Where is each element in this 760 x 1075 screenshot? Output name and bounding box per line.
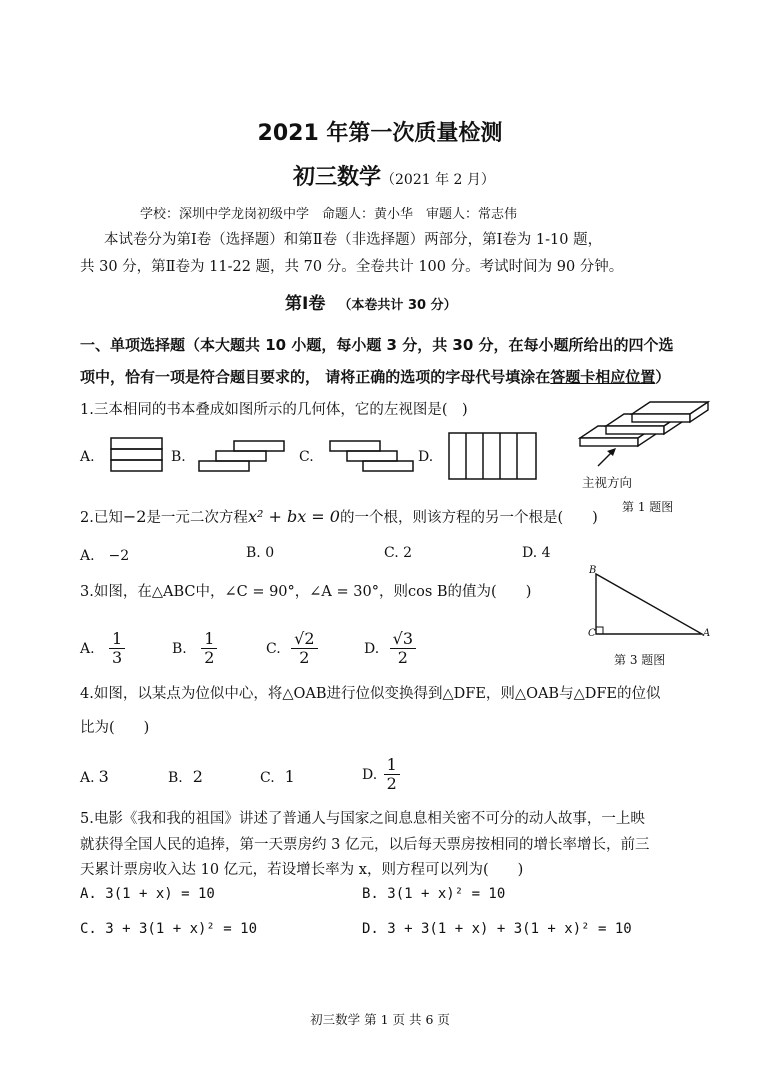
q3-option-d: [364, 630, 416, 668]
q3-option-a-label: A.: [80, 640, 95, 657]
q3-option-c-label: C.: [266, 640, 281, 657]
exam-date: （2021 年 2 月）: [381, 172, 495, 188]
q2-stem-mid: 是一元二次方程: [146, 510, 248, 526]
q5-option-a: A. 3(1 + x) = 10: [80, 886, 215, 902]
section-heading-pre: 项中，恰有一项是符合题目要求的， 请将正确的选项的字母代号填涂在: [80, 368, 551, 386]
subject-title: [293, 160, 495, 191]
q2-root-value: −2: [122, 507, 147, 526]
q1-option-c-figure: [329, 440, 415, 476]
question-2-stem: [80, 506, 598, 527]
q4-option-c-label: C.: [260, 770, 275, 786]
q3-vertex-c: C: [588, 628, 596, 639]
page-footer: 初三数学 第 1 页 共 6 页: [310, 1012, 450, 1027]
q3-option-d-fraction: [390, 630, 416, 668]
question-5-stem-line-2: 就获得全国人民的追捧，第一天票房约 3 亿元，以后每天票房按相同的增长率增长，前三: [80, 837, 650, 853]
q3-option-b: [172, 630, 217, 668]
q2-stem-pre: 2.已知: [80, 510, 123, 526]
q3-option-d-label: D.: [364, 640, 380, 657]
fraction-denominator: 2: [204, 648, 215, 668]
answer-card-position: 答题卡相应位置: [550, 368, 656, 386]
q3-vertex-b: B: [589, 565, 597, 576]
fraction-denominator: 2: [299, 648, 310, 668]
exam-title: 2021 年第一次质量检测: [257, 121, 503, 146]
q1-option-b-figure: [198, 440, 286, 476]
q1-label-a: A.: [80, 449, 95, 465]
q4-option-d-fraction: [384, 756, 400, 794]
q1-label-b: B.: [171, 449, 186, 465]
q2-stem-post: 的一个根，则该方程的另一个根是( ): [339, 510, 598, 526]
fraction-denominator: 2: [386, 774, 397, 794]
q2-option-a: A. −2: [80, 548, 130, 564]
q2-option-b: B. 0: [246, 545, 275, 561]
q2-option-c: C. 2: [384, 545, 413, 561]
q1-figure-caption: 第 1 题图: [622, 500, 674, 514]
q2-equation: x² + bx = 0: [247, 507, 340, 526]
q1-view-direction-label: 主视方向: [582, 475, 633, 490]
fraction-numerator: 1: [201, 630, 217, 649]
fraction-numerator: 1: [384, 756, 400, 775]
fraction-denominator: 3: [112, 648, 123, 668]
q4-option-c-value: 1: [284, 767, 295, 786]
question-3-stem: 3.如图，在△ABC中，∠C = 90°，∠A = 30°，则cos B的值为( ): [80, 584, 532, 600]
q3-option-b-label: B.: [172, 640, 187, 657]
q4-option-b: [168, 767, 203, 786]
q2-option-d: D. 4: [522, 545, 551, 561]
q4-option-b-label: B.: [168, 770, 183, 786]
section-heading-line-1: 一、单项选择题（本大题共 10 小题，每小题 3 分，共 30 分，在每小题所给出的四个选: [80, 336, 674, 354]
section-heading-post: ）: [655, 368, 671, 386]
question-4-stem-line-2: 比为( ): [80, 720, 150, 736]
q3-triangle-figure: [586, 566, 716, 642]
q3-option-a-fraction: [109, 630, 125, 668]
volume-heading: [285, 289, 457, 314]
q3-vertex-a: A: [703, 628, 711, 639]
q1-label-c: C.: [299, 449, 314, 465]
question-1-stem: 1.三本相同的书本叠成如图所示的几何体，它的左视图是( ): [80, 402, 468, 418]
q3-figure-caption: 第 3 题图: [614, 653, 666, 667]
q4-option-c: [260, 767, 295, 786]
intro-line-2: 共 30 分，第Ⅱ卷为 11-22 题，共 70 分。全卷共计 100 分。考试时间为 90 分钟。: [80, 259, 624, 275]
q3-option-b-fraction: [201, 630, 217, 668]
volume-note: （本卷共计 30 分）: [338, 298, 457, 313]
q1-label-d: D.: [418, 449, 434, 465]
q1-stacked-books-figure: [576, 398, 716, 470]
exam-info: 学校：深圳中学龙岗初级中学 命题人：黄小华 审题人：常志伟: [140, 207, 518, 222]
volume-label: 第Ⅰ卷: [285, 294, 326, 314]
q3-option-c: [266, 630, 318, 668]
q4-option-a-label: A.: [80, 770, 95, 786]
q3-option-a: [80, 630, 125, 668]
section-heading-line-2: [80, 366, 670, 387]
q5-option-d: D. 3 + 3(1 + x) + 3(1 + x)² = 10: [362, 921, 632, 937]
q1-option-a-figure: [110, 436, 164, 476]
q4-option-b-value: 2: [192, 767, 203, 786]
question-4-stem-line-1: 4.如图，以某点为位似中心，将△OAB进行位似变换得到△DFE，则△OAB与△DFE的位似: [80, 686, 661, 702]
subject-name: 初三数学: [293, 165, 382, 190]
question-5-stem-line-1: 5.电影《我和我的祖国》讲述了普通人与国家之间息息相关密不可分的动人故事，一上映: [80, 811, 645, 827]
fraction-denominator: 2: [397, 648, 408, 668]
q4-option-a: [80, 767, 109, 786]
q4-option-d-label: D.: [362, 766, 378, 783]
fraction-numerator: √3: [390, 630, 416, 649]
question-5-stem-line-3: 天累计票房收入达 10 亿元，若设增长率为 x，则方程可以列为( ): [80, 862, 524, 878]
q4-option-a-value: 3: [98, 767, 109, 786]
q5-option-c: C. 3 + 3(1 + x)² = 10: [80, 921, 258, 937]
q1-option-d-figure: [448, 432, 538, 482]
q3-option-c-fraction: [291, 630, 317, 668]
q4-option-d: [362, 756, 400, 794]
intro-line-1: 本试卷分为第Ⅰ卷（选择题）和第Ⅱ卷（非选择题）两部分，第Ⅰ卷为 1-10 题，: [104, 232, 603, 248]
fraction-numerator: √2: [291, 630, 317, 649]
q5-option-b: B. 3(1 + x)² = 10: [362, 886, 506, 902]
fraction-numerator: 1: [109, 630, 125, 649]
